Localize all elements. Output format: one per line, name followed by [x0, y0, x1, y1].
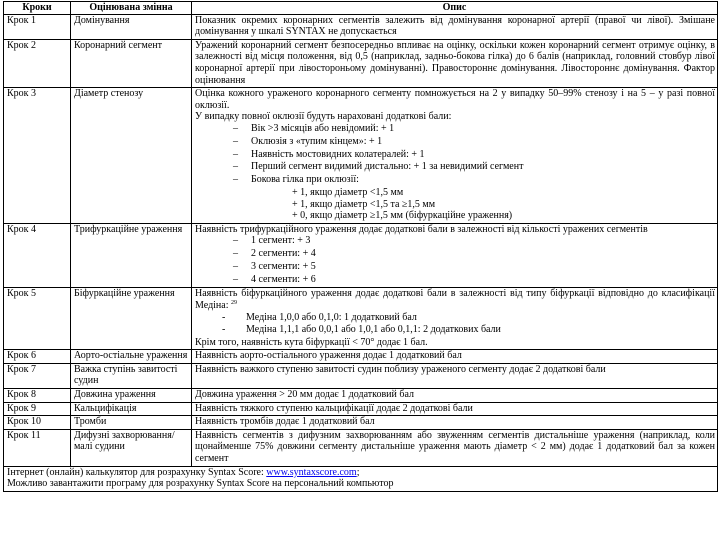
footer-line-1-suffix: ;: [356, 466, 360, 478]
description-cell: [192, 88, 718, 224]
criteria-item: – 4 сегменти: + 6: [233, 274, 715, 287]
side-branch-item: + 0, якщо діаметр ≥1,5 мм (біфуркаційне ураження): [292, 210, 513, 222]
description-text: Уражений коронарний сегмент безпосередньо впливає на оцінку, оскільки кожен коронарний сегмент отримує оцінку, в залежності від місця положення, від 0,5 (наприклад, задньо-бокова гілка) до 6 балів (наприклад, головний стовбур лівої коронарної артерії при лівостороньому домінуванні). Правостороннє домінування. Лівостороннє домінування. Фактор оцінювання: [195, 39, 715, 86]
step-cell: Крок 8: [4, 389, 71, 403]
table-row: [4, 223, 718, 288]
syntax-score-link[interactable]: www.syntaxscore.com: [266, 466, 357, 478]
header-steps: Кроки: [4, 2, 71, 15]
step-cell: Крок 10: [4, 416, 71, 430]
description-text: Показник окремих коронарних сегментів залежить від домінування коронарної артерії (правої чи лівої). Змішане домінування у шкалі SYNTAX не допускається: [195, 14, 715, 38]
criteria-item: – Перший сегмент видимий дистально: + 1 за невидимий сегмент: [233, 161, 715, 174]
variable-cell: Аорто-остіальне ураження: [71, 350, 192, 364]
description-intro: [195, 88, 715, 111]
table-row: [4, 416, 718, 430]
header-variable: Оцінювана змінна: [71, 2, 192, 15]
step-cell: Крок 4: [4, 223, 71, 288]
description-text: Наявність аорто-остіального ураження додає 1 додатковий бал: [195, 350, 462, 362]
criteria-list: [195, 123, 715, 187]
criteria-item: – Наявність мостовидних колатералей: + 1: [233, 149, 715, 162]
criteria-item: – Оклюзія з «тупим кінцем»: + 1: [233, 136, 715, 149]
criteria-item: – 3 сегменти: + 5: [233, 261, 715, 274]
step-cell: Крок 7: [4, 363, 71, 388]
description-intro: [195, 288, 715, 311]
variable-cell: Довжина ураження: [71, 389, 192, 403]
step-cell: Крок 5: [4, 288, 71, 350]
description-text: Наявність важкого ступеню завитості судин поблизу ураженого сегменту додає 2 додаткові бали: [195, 363, 606, 375]
table-row: [4, 350, 718, 364]
table-body: [4, 14, 718, 466]
description-intro: [195, 224, 715, 236]
description-cell: [192, 288, 718, 350]
description-text: Наявність тяжкого ступеню кальцифікації додає 2 додаткові бали: [195, 402, 473, 414]
table-row: [4, 402, 718, 416]
description-intro-text: Наявність трифуркаційного ураження додає додаткові бали в залежності від кількості уражених сегментів: [195, 223, 648, 235]
criteria-list: [195, 312, 715, 337]
side-branch-list: [195, 187, 715, 222]
table-row: [4, 363, 718, 388]
description-cell: [192, 350, 718, 364]
criteria-item: – Бокова гілка при оклюзії:: [233, 174, 715, 187]
criteria-item: – 1 сегмент: + 3: [233, 235, 715, 248]
header-row: [4, 2, 718, 15]
variable-cell: Домінування: [71, 14, 192, 39]
variable-cell: Кальцифікація: [71, 402, 192, 416]
description-text: Наявність тромбів додає 1 додатковий бал: [195, 416, 375, 428]
side-branch-item: + 1, якщо діаметр <1,5 мм: [292, 186, 404, 198]
variable-cell: Важка ступінь завитості судин: [71, 363, 192, 388]
criteria-item: - Медіна 1,1,1 або 0,0,1 або 1,0,1 або 0,1,1: 2 додаткових бали: [222, 324, 715, 337]
step-cell: Крок 2: [4, 39, 71, 87]
footer-line-1-text: Інтернет (онлайн) калькулятор для розрахунку Syntax Score:: [7, 466, 267, 478]
description-text: Довжина ураження > 20 мм додає 1 додатковий бал: [195, 389, 414, 401]
criteria-list: [195, 235, 715, 286]
step-cell: Крок 3: [4, 88, 71, 224]
description-cell: [192, 363, 718, 388]
description-cell: [192, 402, 718, 416]
description-cell: [192, 39, 718, 87]
table-row: [4, 288, 718, 350]
syntax-score-table: [3, 1, 718, 492]
description-cell: [192, 14, 718, 39]
description-outro: Крім того, наявність кута біфуркації < 70° додає 1 бал.: [195, 336, 428, 348]
description-cell: [192, 429, 718, 466]
table-row: [4, 14, 718, 39]
footer-row: [4, 466, 718, 491]
footer-line-2: Можливо завантажити програму для розрахунку Syntax Score на персональний компьютор: [7, 478, 394, 490]
footer-note: [4, 466, 718, 491]
variable-cell: Коронарний сегмент: [71, 39, 192, 87]
description-intro-2: У випадку повної оклюзії будуть нараховані додаткові бали:: [195, 111, 452, 123]
table-row: [4, 39, 718, 87]
description-intro-text: Оцінка кожного ураженого коронарного сегменту помножується на 2 у випадку 50–99% стенозу і на 5 – у разі повної оклюзії.: [195, 88, 715, 111]
reference-number: 29: [231, 300, 238, 307]
table-row: [4, 389, 718, 403]
variable-cell: Дифузні захворювання/малі судини: [71, 429, 192, 466]
variable-cell: Біфуркаційне ураження: [71, 288, 192, 350]
criteria-item: – Вік >3 місяців або невідомий: + 1: [233, 123, 715, 136]
criteria-item: - Медіна 1,0,0 або 0,1,0: 1 додатковий бал: [222, 312, 715, 325]
variable-cell: Діаметр стенозу: [71, 88, 192, 224]
step-cell: Крок 11: [4, 429, 71, 466]
description-cell: [192, 416, 718, 430]
description-intro-text: Наявність біфуркаційного ураження додає додаткові бали в залежності від типу біфуркації відповідно до класифікації Медіна:: [195, 288, 715, 312]
criteria-item: – 2 сегменти: + 4: [233, 248, 715, 261]
description-text: Наявність сегментів з дифузним захворюванням або звуженням сегментів дистальніше ураження (наприклад, коли щонайменше 75% довжини сегменту дистальніше ураження мають діаметр < 2 мм) додає 1 додатковий бал за кожен сегмент: [195, 429, 715, 465]
description-cell: [192, 223, 718, 288]
step-cell: Крок 1: [4, 14, 71, 39]
table-row: [4, 429, 718, 466]
header-description: Опис: [192, 2, 718, 15]
variable-cell: Трифуркаційне ураження: [71, 223, 192, 288]
footer-line-1: [7, 467, 715, 479]
table-row: [4, 88, 718, 224]
side-branch-item: + 1, якщо діаметр <1,5 та ≥1,5 мм: [292, 198, 436, 210]
step-cell: Крок 9: [4, 402, 71, 416]
step-cell: Крок 6: [4, 350, 71, 364]
description-cell: [192, 389, 718, 403]
variable-cell: Тромби: [71, 416, 192, 430]
